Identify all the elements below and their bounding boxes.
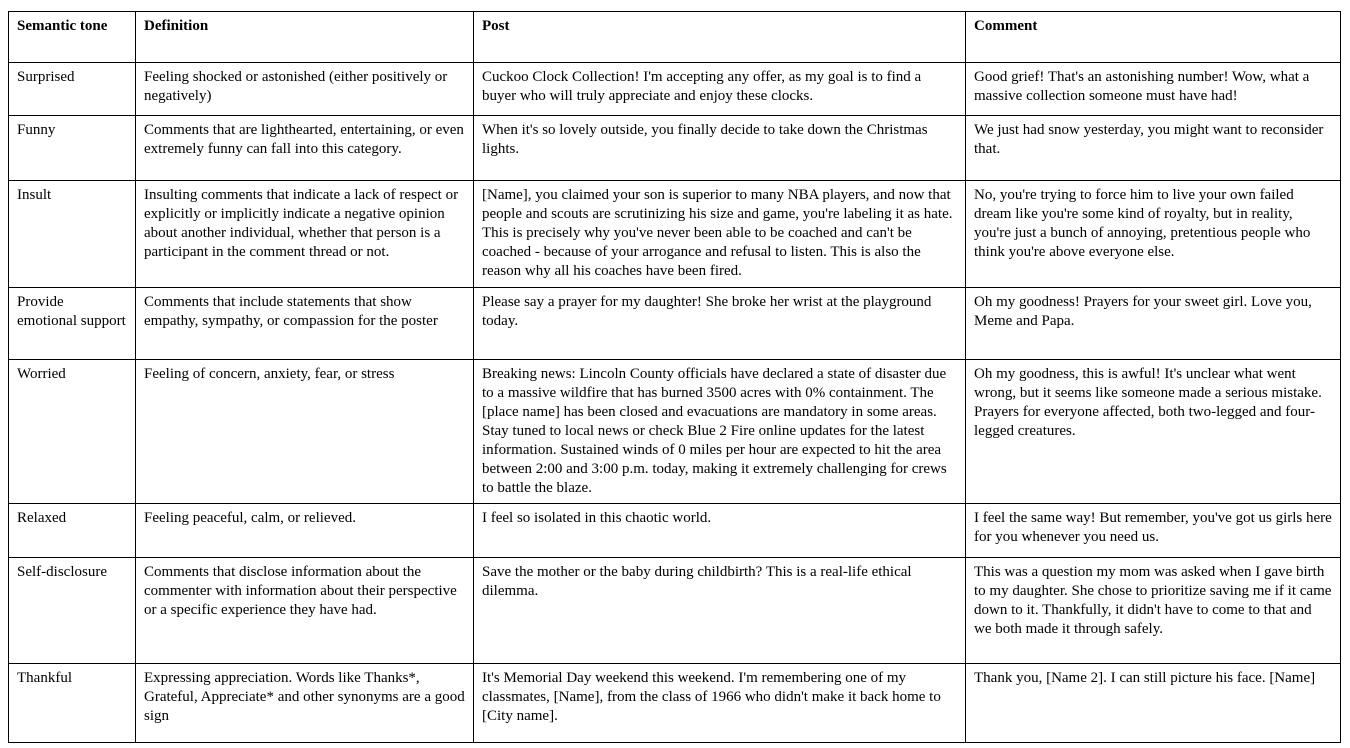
header-comment: Comment	[966, 12, 1341, 63]
comment-cell: Oh my goodness! Prayers for your sweet girl. Love you, Meme and Papa.	[966, 288, 1341, 360]
definition-cell: Feeling of concern, anxiety, fear, or stress	[136, 360, 474, 504]
table-row	[9, 63, 1341, 116]
comment-cell: Good grief! That's an astonishing number! Wow, what a massive collection someone must have had!	[966, 63, 1341, 116]
definition-cell: Comments that disclose information about the commenter with information about their perspective or a specific experience they have had.	[136, 558, 474, 664]
definition-cell: Expressing appreciation. Words like Thanks*, Grateful, Appreciate* and other synonyms are a good sign	[136, 664, 474, 743]
post-cell: Cuckoo Clock Collection! I'm accepting any offer, as my goal is to find a buyer who will truly appreciate and enjoy these clocks.	[474, 63, 966, 116]
tone-cell: Surprised	[9, 63, 136, 116]
post-cell: [Name], you claimed your son is superior to many NBA players, and now that people and scouts are scrutinizing his size and game, you're labeling it as hate. This is precisely why you've never been able to be coached and can't be coached - because of your arrogance and refusal to listen. This is also the reason why all his coaches have been fired.	[474, 181, 966, 288]
table-row	[9, 558, 1341, 664]
tone-cell: Relaxed	[9, 504, 136, 558]
comment-cell: We just had snow yesterday, you might want to reconsider that.	[966, 116, 1341, 181]
table-row	[9, 504, 1341, 558]
header-definition: Definition	[136, 12, 474, 63]
tone-cell: Provide emotional support	[9, 288, 136, 360]
comment-cell: No, you're trying to force him to live your own failed dream like you're some kind of royalty, but in reality, you're just a bunch of annoying, pretentious people who think you're above everyone else.	[966, 181, 1341, 288]
comment-cell: Oh my goodness, this is awful! It's unclear what went wrong, but it seems like someone made a serious mistake. Prayers for everyone affected, both two-legged and four-legged creatures.	[966, 360, 1341, 504]
post-cell: Breaking news: Lincoln County officials have declared a state of disaster due to a massive wildfire that has burned 3500 acres with 0% containment. The [place name] has been closed and evacuations are mandatory in some areas. Stay tuned to local news or check Blue 2 Fire online updates for the latest information. Sustained winds of 0 miles per hour are expected to hit the area between 2:00 and 3:00 p.m. today, making it extremely challenging for crews to battle the blaze.	[474, 360, 966, 504]
header-row	[9, 12, 1341, 63]
header-semantic-tone: Semantic tone	[9, 12, 136, 63]
post-cell: Please say a prayer for my daughter! She broke her wrist at the playground today.	[474, 288, 966, 360]
tone-cell: Self-disclosure	[9, 558, 136, 664]
tone-cell: Worried	[9, 360, 136, 504]
post-cell: It's Memorial Day weekend this weekend. I'm remembering one of my classmates, [Name], from the class of 1966 who didn't make it back home to [City name].	[474, 664, 966, 743]
definition-cell: Comments that include statements that show empathy, sympathy, or compassion for the poster	[136, 288, 474, 360]
tone-cell: Insult	[9, 181, 136, 288]
post-cell: Save the mother or the baby during childbirth? This is a real-life ethical dilemma.	[474, 558, 966, 664]
definition-cell: Feeling shocked or astonished (either positively or negatively)	[136, 63, 474, 116]
table-row	[9, 288, 1341, 360]
table-row	[9, 181, 1341, 288]
semantic-tone-table	[8, 11, 1341, 743]
table-row	[9, 664, 1341, 743]
definition-cell: Insulting comments that indicate a lack of respect or explicitly or implicitly indicate a negative opinion about another individual, whether that person is a participant in the comment thread or not.	[136, 181, 474, 288]
definition-cell: Feeling peaceful, calm, or relieved.	[136, 504, 474, 558]
definition-cell: Comments that are lighthearted, entertaining, or even extremely funny can fall into this category.	[136, 116, 474, 181]
comment-cell: I feel the same way! But remember, you've got us girls here for you whenever you need us.	[966, 504, 1341, 558]
header-post: Post	[474, 12, 966, 63]
comment-cell: Thank you, [Name 2]. I can still picture his face. [Name]	[966, 664, 1341, 743]
tone-cell: Funny	[9, 116, 136, 181]
post-cell: When it's so lovely outside, you finally decide to take down the Christmas lights.	[474, 116, 966, 181]
post-cell: I feel so isolated in this chaotic world.	[474, 504, 966, 558]
table-row	[9, 116, 1341, 181]
tone-cell: Thankful	[9, 664, 136, 743]
comment-cell: This was a question my mom was asked when I gave birth to my daughter. She chose to prioritize saving me if it came down to it. Thankfully, it didn't have to come to that and we both made it through safely.	[966, 558, 1341, 664]
table-row	[9, 360, 1341, 504]
